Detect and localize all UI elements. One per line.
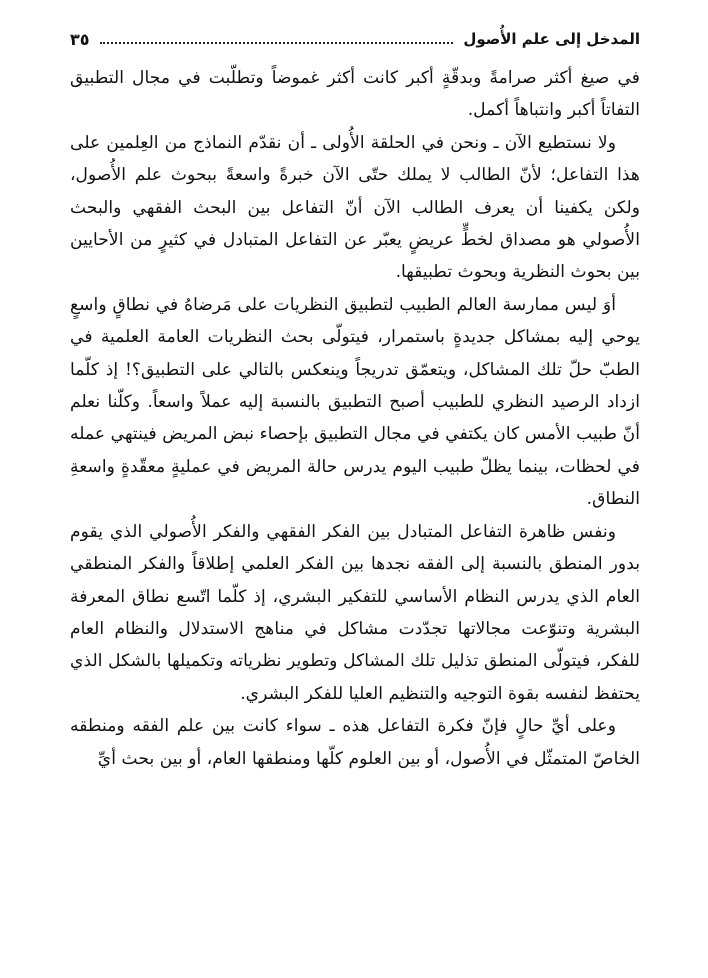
paragraph: أوَ ليس ممارسة العالم الطبيب لتطبيق النظريات على مَرضاهُ في نطاقٍ واسعٍ يوحي إليه بمشاكل جديدةٍ باستمرار، فيتولّى بحث النظريات العامة العلمية في الطبّ حلّ تلك المشاكل، ويتعمّق تدريجاً وينعكس بالتالي على التطبيق؟! إذ كلّما ازداد الرصيد النظري للطبيب أصبح التطبيق بالنسبة إليه عملاً واسعاً. وكلّنا نعلم أنّ طبيب الأمس كان يكتفي في مجال التطبيق بإحصاء نبض المريض فينتهي عمله في لحظات، بينما يظلّ طبيب اليوم يدرس حالة المريض في عمليةٍ معقّدةٍ واسعةِ النطاق. <box>70 294 640 510</box>
page-number: ٣٥ <box>70 29 90 49</box>
body-text <box>70 62 640 775</box>
running-header <box>70 24 640 54</box>
book-page <box>70 24 640 775</box>
paragraph: في صيغ أكثر صرامةً وبدقّةٍ أكبر كانت أكثر غموضاً وتطلّبت في مجال التطبيق التفاتاً أكبر وانتباهاً أكمل. <box>70 68 640 121</box>
paragraph: وعلى أيِّ حالٍ فإنّ فكرة التفاعل هذه ـ سواء كانت بين علم الفقه ومنطقه الخاصّ المتمثّل في الأُصول، أو بين العلوم كلّها ومنطقها العام، أو بين بحث أيِّ <box>70 716 640 769</box>
dotted-leader <box>100 42 454 44</box>
chapter-title: المدخل إلى علم الأُصول <box>463 30 640 48</box>
paragraph: ونفس ظاهرة التفاعل المتبادل بين الفكر الفقهي والفكر الأُصولي الذي يقوم بدور المنطق بالنسبة إلى الفقه نجدها بين الفكر العلمي إطلاقاً والفكر المنطقي العام الذي يدرس النظام الأساسي للتفكير البشري، إذ كلّما اتّسع نطاق المعرفة البشرية وتنوّعت مجالاتها تجدّدت مشاكل في مناهج الاستدلال والنظام العام للفكر، فيتولّى المنطق تذليل تلك المشاكل وتطوير نظرياته وتكميلها بالشكل الذي يحتفظ لنفسه بقوة التوجيه والتنظيم العليا للفكر البشري. <box>70 521 640 704</box>
paragraph: ولا نستطيع الآن ـ ونحن في الحلقة الأُولى ـ أن نقدّم النماذج من العِلمين على هذا التفاعل؛ لأنّ الطالب لا يملك حتّى الآن خبرةً واسعةً ببحوث علم الأُصول، ولكن يكفينا أن يعرف الطالب الآن أنّ التفاعل بين البحث الفقهي والبحث الأُصولي هو مصداق لخطٍّ عريضٍ يعبّر عن التفاعل المتبادل في كثيرٍ من الأحايين بين بحوث النظرية وبحوث تطبيقها. <box>70 132 640 283</box>
